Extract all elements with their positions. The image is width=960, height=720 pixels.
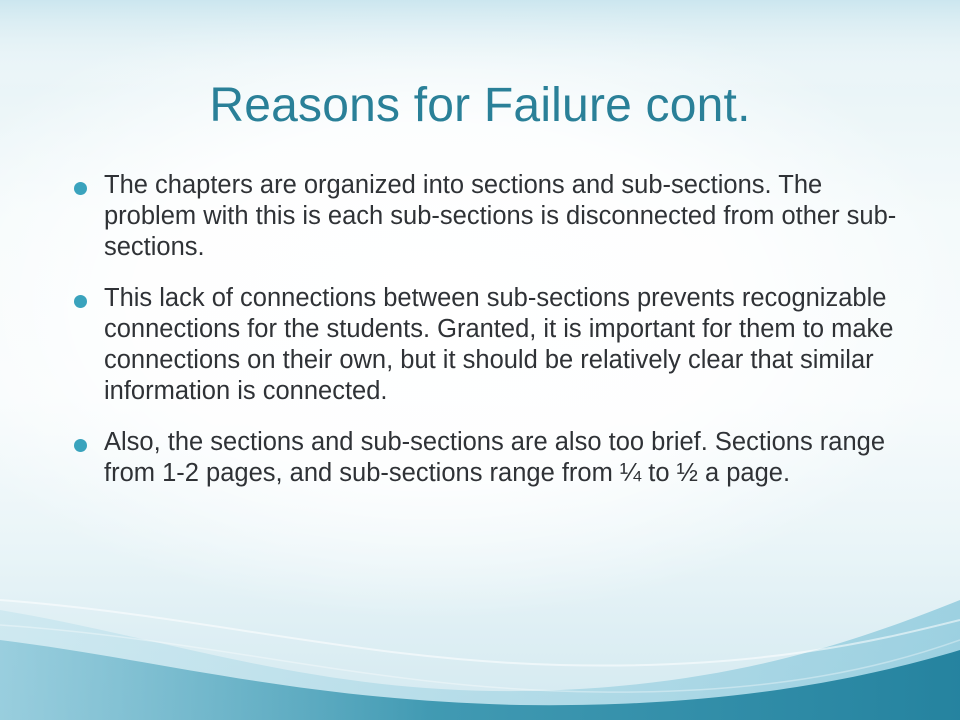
- bullet-text: This lack of connections between sub-sections prevents recognizable connections for the students. Granted, it is important for them to make connections on their own, but it should be relatively clear that similar information is connected.: [104, 284, 894, 405]
- bullet-dot-icon: [74, 295, 87, 308]
- bullet-item: [70, 283, 900, 407]
- bullet-text: The chapters are organized into sections and sub-sections. The problem with this is each sub-sections is disconnected from other sub-sections.: [104, 171, 897, 261]
- bullet-dot-icon: [74, 439, 87, 452]
- bullet-item: [70, 427, 900, 489]
- bullet-list: [70, 170, 900, 509]
- bullet-text: Also, the sections and sub-sections are also too brief. Sections range from 1-2 pages, and sub-sections range from ¼ to ½ a page.: [104, 428, 886, 487]
- bullet-item: [70, 170, 900, 263]
- slide-title: Reasons for Failure cont.: [209, 79, 751, 132]
- bullet-dot-icon: [74, 182, 87, 195]
